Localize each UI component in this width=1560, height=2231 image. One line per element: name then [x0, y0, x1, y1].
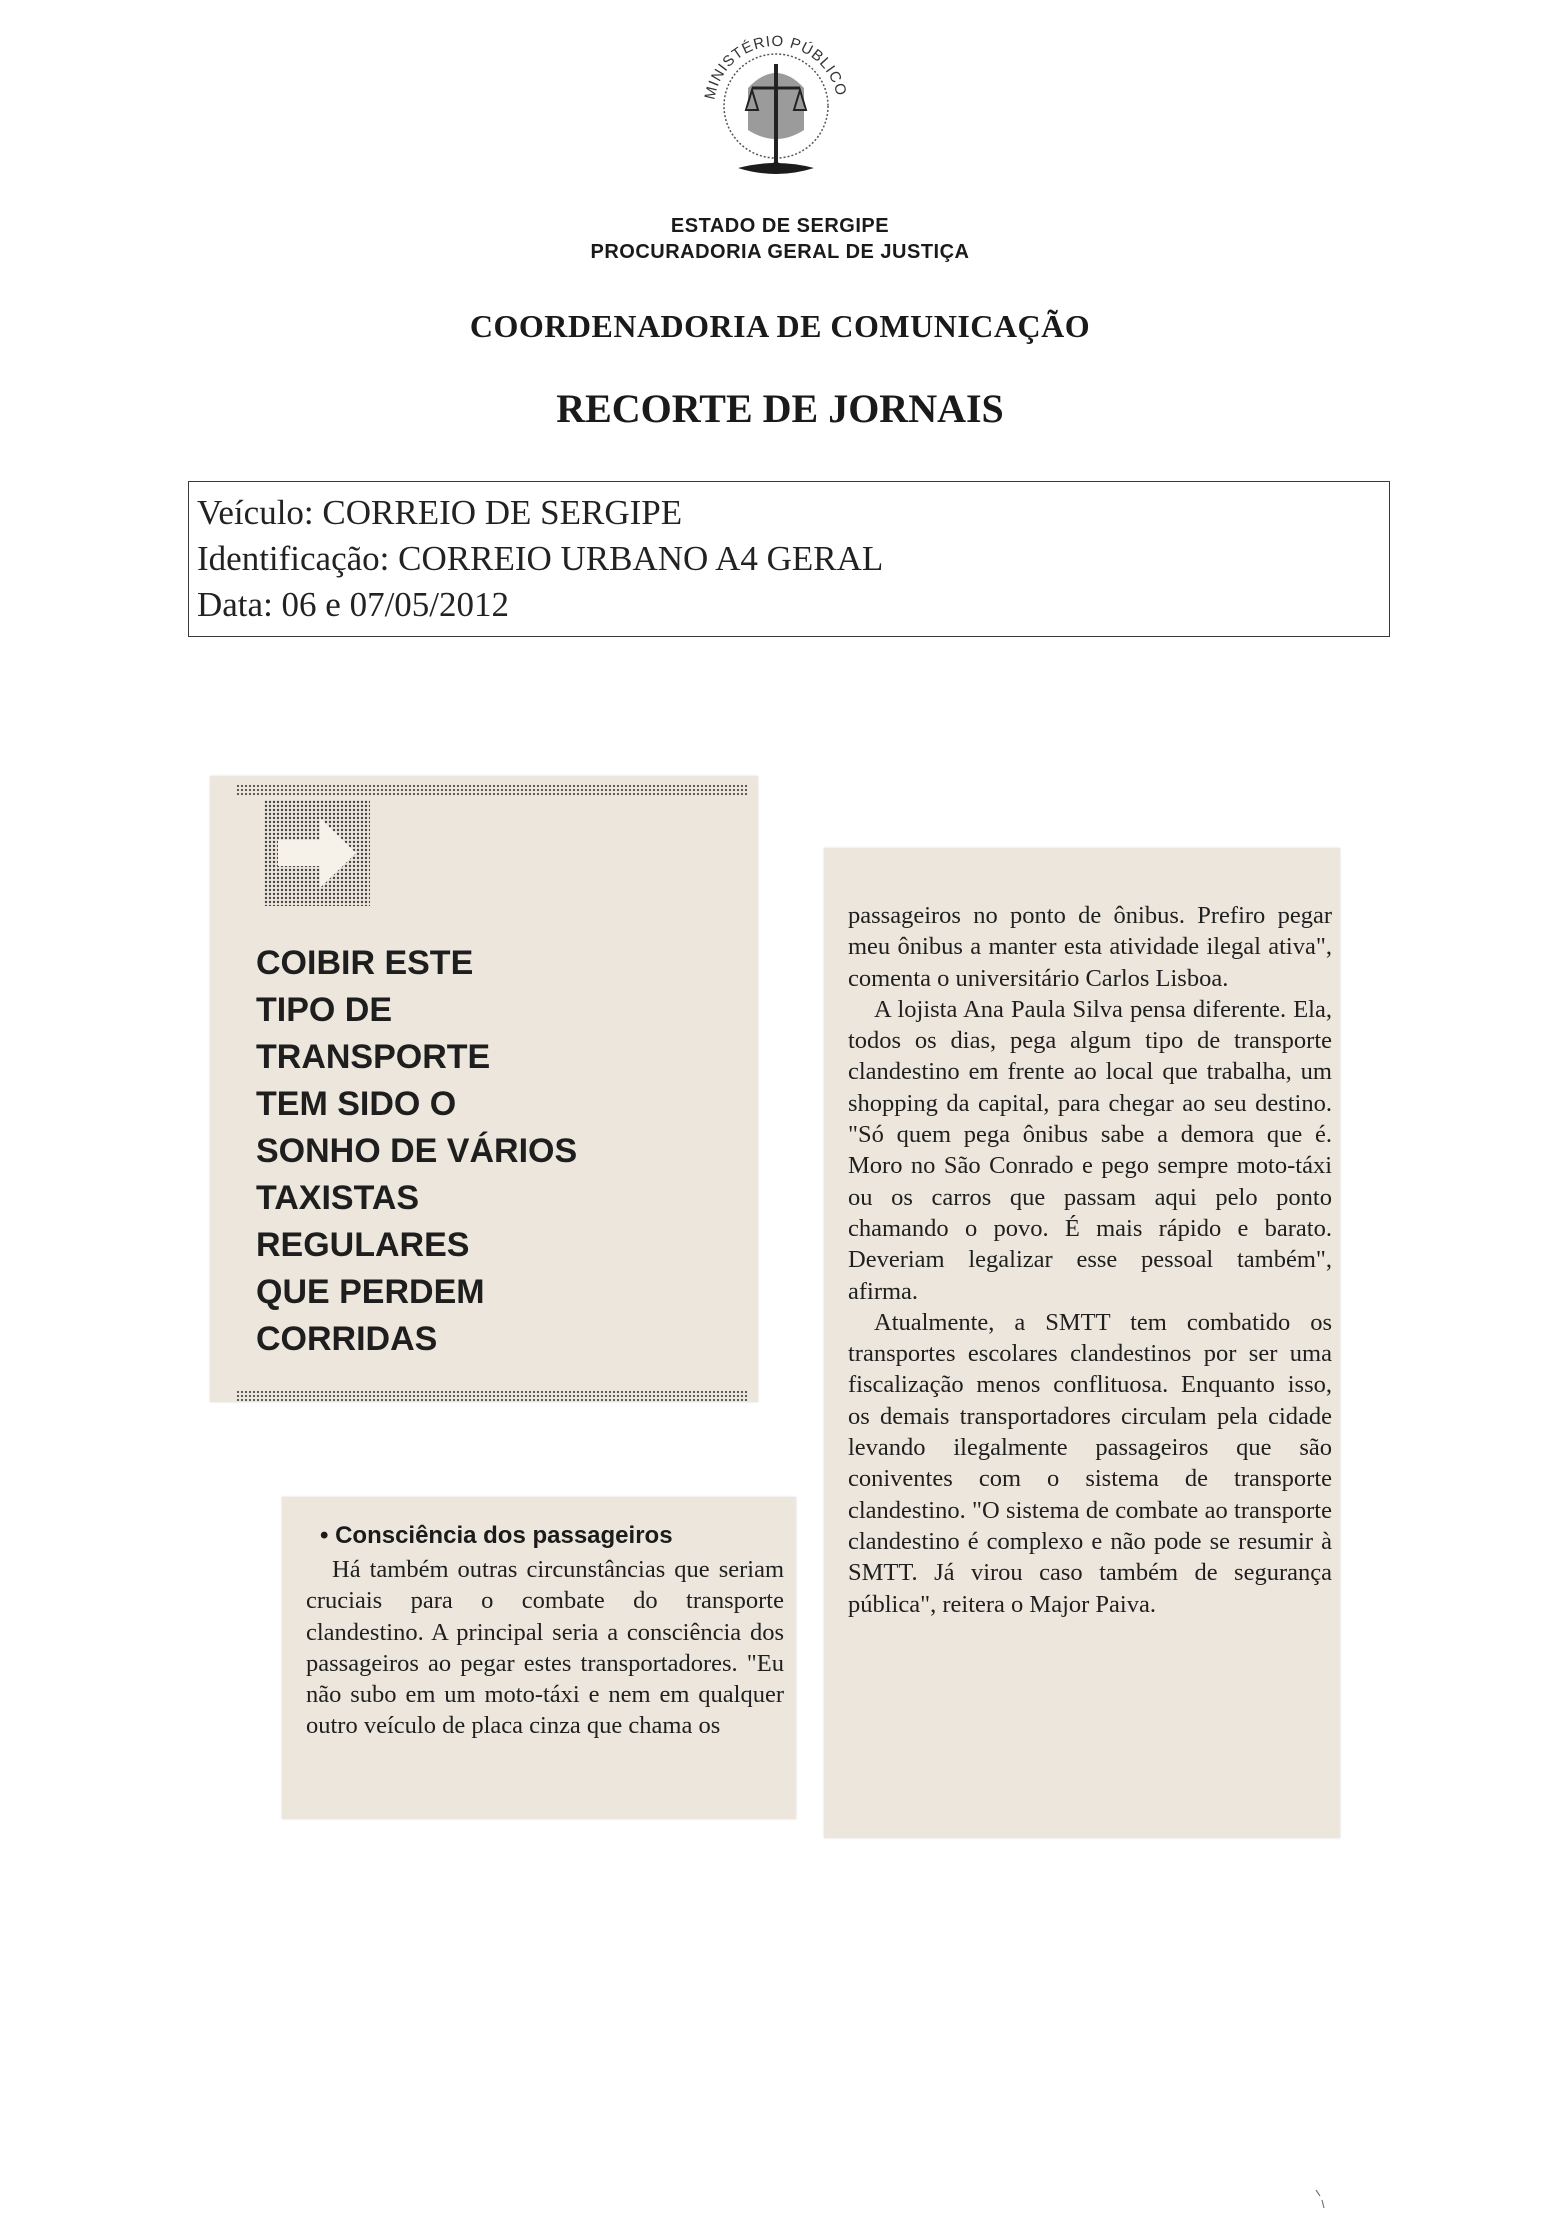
right-column-body	[848, 900, 1332, 1620]
right-column-paragraph: Atualmente, a SMTT tem combatido os transportes escolares clandestinos por ser uma fiscalização menos conflituosa. Enquanto isso, os demais transportadores circulam pela cidade levando ilegalmente passageiros que são coniventes com o sistema de transporte clandestino. "O sistema de combate ao transporte clandestino é complexo e não pode se resumir à SMTT. Já virou caso também de segurança pública", reitera o Major Paiva.	[848, 1308, 1332, 1618]
ministerio-publico-seal-icon	[686, 18, 866, 198]
clipping-info-box	[188, 481, 1390, 637]
headline-line: TEM SIDO O	[256, 1085, 457, 1123]
headline-line: QUE PERDEM	[256, 1273, 485, 1311]
state-name: ESTADO DE SERGIPE	[670, 215, 890, 237]
left-column-paragraph: Há também outras circunstâncias que seriam cruciais para o combate do transporte clandestino. A principal seria a consciência dos passageiros ao pegar estes transportadores. "Eu não subo em um moto-táxi e nem em qualquer outro veículo de placa cinza que chama os	[306, 1556, 784, 1740]
svg-text:MINISTÉRIO PÚBLICO: MINISTÉRIO PÚBLICO	[701, 32, 850, 102]
section-subhead: • Consciência dos passageiros	[320, 1522, 673, 1549]
right-column-paragraph: A lojista Ana Paula Silva pensa diferente. Ela, todos os dias, pega algum tipo de transporte clandestino em frente ao local que trabalha, um shopping da capital, para chegar ao seu destino. "Só quem pega ônibus sabe a demora que é. Moro no São Conrado e pego sempre moto-táxi ou os carros que passam aqui pelo ponto chamando o povo. É mais rápido e barato. Deveriam legalizar esse pessoal também", afirma.	[848, 995, 1332, 1305]
left-column-body	[306, 1554, 784, 1742]
procuradoria-name: PROCURADORIA GERAL DE JUSTIÇA	[590, 241, 970, 263]
headline-line: REGULARES	[256, 1226, 470, 1264]
data-line: Data: 06 e 07/05/2012	[197, 585, 510, 624]
scan-specks	[1312, 2186, 1332, 2216]
veiculo-line: Veículo: CORREIO DE SERGIPE	[197, 493, 683, 532]
clipping-headline	[256, 940, 716, 1363]
coordenadoria-title: COORDENADORIA DE COMUNICAÇÃO	[469, 308, 1091, 344]
headline-line: TAXISTAS	[256, 1179, 420, 1217]
arrow-right-icon	[264, 800, 370, 906]
headline-line: CORRIDAS	[256, 1320, 438, 1358]
headline-line: SONHO DE VÁRIOS	[256, 1132, 578, 1170]
dotted-rule-top	[236, 784, 748, 796]
right-column-paragraph: passageiros no ponto de ônibus. Prefiro pegar meu ônibus a manter esta atividade ilegal ativa", comenta o universitário Carlos Lisboa.	[848, 902, 1332, 992]
document-type-title: RECORTE DE JORNAIS	[556, 386, 1004, 431]
identificacao-line: Identificação: CORREIO URBANO A4 GERAL	[197, 539, 884, 578]
headline-line: TRANSPORTE	[256, 1038, 491, 1076]
headline-line: TIPO DE	[256, 991, 393, 1029]
headline-line: COIBIR ESTE	[256, 944, 474, 982]
dotted-rule-bottom	[236, 1390, 748, 1402]
